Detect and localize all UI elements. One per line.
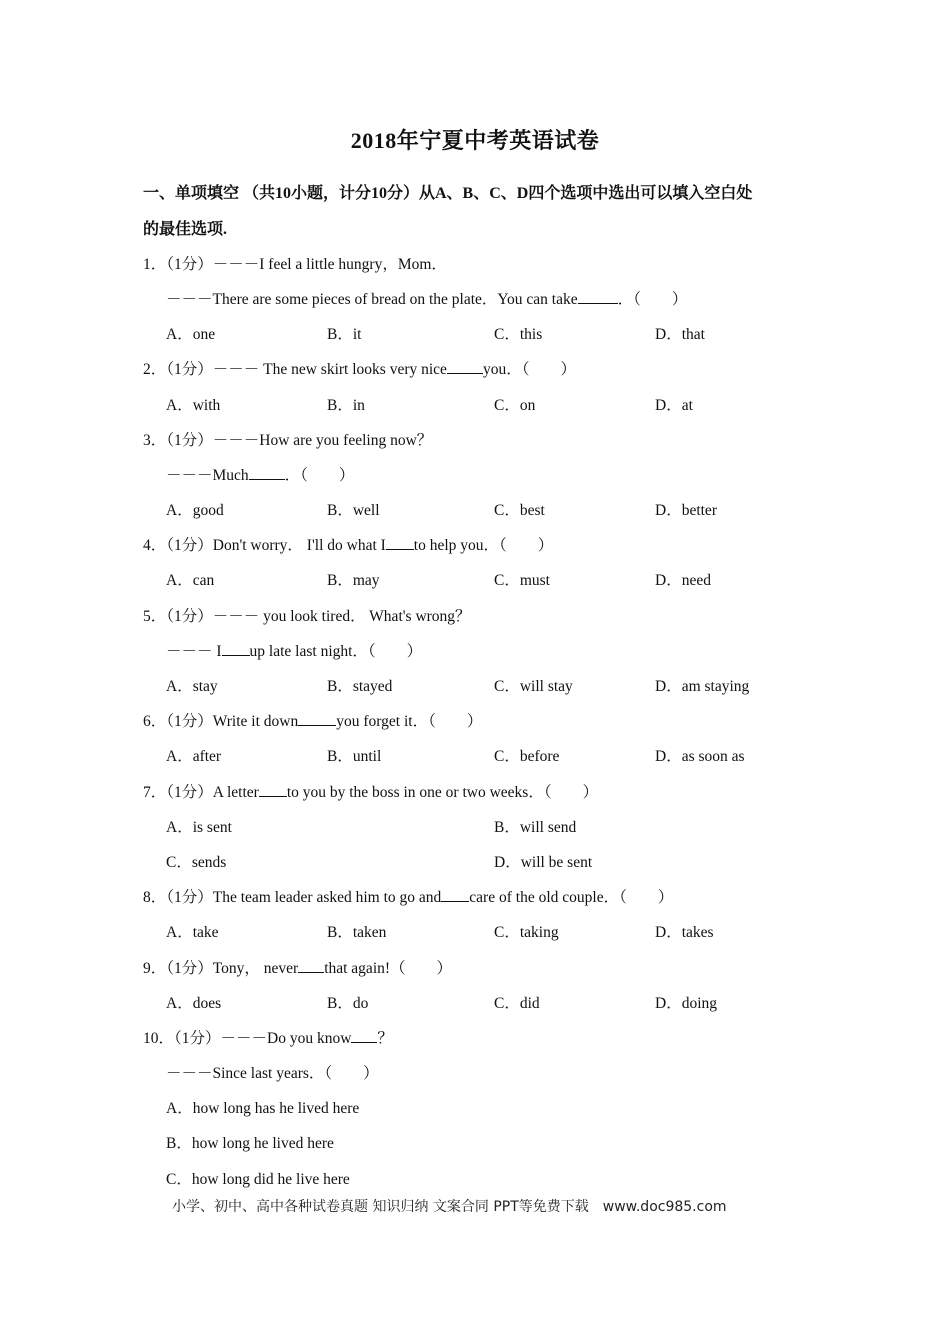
question-4-text-end: to help you．（ ） <box>413 537 554 554</box>
option-1c[interactable]: C．this <box>494 326 543 343</box>
question-10-text: 10．（1分）－－－Do you know <box>143 1030 352 1047</box>
question-10-line2: －－－Since last years．（ ） <box>166 1065 379 1082</box>
option-8c[interactable]: C．taking <box>494 924 559 941</box>
option-2b[interactable]: B．in <box>327 397 365 414</box>
option-5c[interactable]: C．will stay <box>494 678 573 695</box>
section-heading-line2: 的最佳选项. <box>143 221 228 238</box>
question-3-line2-end: ．（ ） <box>284 467 355 484</box>
option-4a[interactable]: A．can <box>166 572 215 589</box>
option-4c[interactable]: C．must <box>494 572 550 589</box>
question-4-text: 4．（1分）Don't worry． I'll do what I <box>143 537 386 554</box>
question-4 <box>143 535 553 557</box>
option-8b[interactable]: B．taken <box>327 924 387 941</box>
option-6b[interactable]: B．until <box>327 748 382 765</box>
question-1-line2-text: －－－There are some pieces of bread on the plate．You can take <box>166 291 578 308</box>
answer-blank <box>441 887 469 902</box>
option-6d[interactable]: D．as soon as <box>655 748 745 765</box>
question-7-text-end: to you by the boss in one or two weeks．（ ） <box>286 784 599 801</box>
question-7-text: 7．（1分）A letter <box>143 784 259 801</box>
question-5-line2-end: up late last night．（ ） <box>249 643 423 660</box>
answer-blank <box>578 289 618 304</box>
option-9a[interactable]: A．does <box>166 995 222 1012</box>
question-3-line2-text: －－－Much <box>166 467 249 484</box>
answer-blank <box>298 958 324 973</box>
option-2a[interactable]: A．with <box>166 397 221 414</box>
answer-blank <box>447 359 483 374</box>
option-3b[interactable]: B．well <box>327 502 380 519</box>
answer-blank <box>351 1028 377 1043</box>
option-7c[interactable]: C．sends <box>166 854 227 871</box>
option-4d[interactable]: D．need <box>655 572 711 589</box>
option-7b[interactable]: B．will send <box>494 819 577 836</box>
question-6-text: 6．（1分）Write it down <box>143 713 299 730</box>
question-1-line2 <box>166 289 687 311</box>
option-10a[interactable]: A．how long has he lived here <box>166 1100 360 1117</box>
option-7d[interactable]: D．will be sent <box>494 854 593 871</box>
question-3: 3．（1分）－－－How are you feeling now？ <box>143 432 433 449</box>
option-3c[interactable]: C．best <box>494 502 545 519</box>
question-8-text: 8．（1分）The team leader asked him to go and <box>143 889 442 906</box>
option-8a[interactable]: A．take <box>166 924 219 941</box>
question-8-text-end: care of the old couple．（ ） <box>469 889 674 906</box>
question-5-line2-text: －－－ I <box>166 643 222 660</box>
answer-blank <box>386 535 414 550</box>
question-2-text-end: you．（ ） <box>482 361 576 378</box>
option-2d[interactable]: D．at <box>655 397 693 414</box>
footer-watermark: 小学、初中、高中各种试卷真题 知识归纳 文案合同 PPT等免费下载 www.doc985.com <box>172 1199 727 1215</box>
option-10b[interactable]: B．how long he lived here <box>166 1135 334 1152</box>
question-6 <box>143 711 482 733</box>
option-9b[interactable]: B．do <box>327 995 369 1012</box>
answer-blank <box>298 711 336 726</box>
answer-blank <box>222 641 250 656</box>
option-10c[interactable]: C．how long did he live here <box>166 1171 350 1188</box>
option-5d[interactable]: D．am staying <box>655 678 750 695</box>
option-5b[interactable]: B．stayed <box>327 678 393 695</box>
option-4b[interactable]: B．may <box>327 572 380 589</box>
question-1: 1．（1分）－－－I feel a little hungry，Mom． <box>143 256 447 273</box>
option-7a[interactable]: A．is sent <box>166 819 232 836</box>
question-1-line2-end: ．（ ） <box>617 291 688 308</box>
question-10 <box>143 1028 393 1050</box>
option-1d[interactable]: D．that <box>655 326 705 343</box>
page-title: 2018年宁夏中考英语试卷 <box>350 128 600 153</box>
question-8 <box>143 887 673 909</box>
option-6a[interactable]: A．after <box>166 748 222 765</box>
question-9 <box>143 958 452 980</box>
question-6-text-end: you forget it．（ ） <box>336 713 483 730</box>
option-5a[interactable]: A．stay <box>166 678 218 695</box>
question-3-line2 <box>166 465 354 487</box>
option-6c[interactable]: C．before <box>494 748 560 765</box>
option-1a[interactable]: A．one <box>166 326 216 343</box>
question-5-line2 <box>166 641 422 663</box>
question-7 <box>143 782 598 804</box>
option-2c[interactable]: C．on <box>494 397 536 414</box>
question-9-text: 9．（1分）Tony， never <box>143 960 299 977</box>
section-heading-line1: 一、单项填空 （共10小题，计分10分）从A、B、C、D四个选项中选出可以填入空白处 <box>143 185 753 202</box>
option-3d[interactable]: D．better <box>655 502 717 519</box>
option-8d[interactable]: D．takes <box>655 924 714 941</box>
question-2 <box>143 359 576 381</box>
question-2-text: 2．（1分）－－－ The new skirt looks very nice <box>143 361 447 378</box>
question-10-text-end: ？ <box>377 1030 393 1047</box>
option-9d[interactable]: D．doing <box>655 995 718 1012</box>
question-5: 5．（1分）－－－ you look tired． What's wrong？ <box>143 608 471 625</box>
answer-blank <box>249 465 285 480</box>
option-9c[interactable]: C．did <box>494 995 540 1012</box>
question-9-text-end: that again!（ ） <box>324 960 453 977</box>
answer-blank <box>259 782 287 797</box>
option-3a[interactable]: A．good <box>166 502 224 519</box>
option-1b[interactable]: B．it <box>327 326 362 343</box>
